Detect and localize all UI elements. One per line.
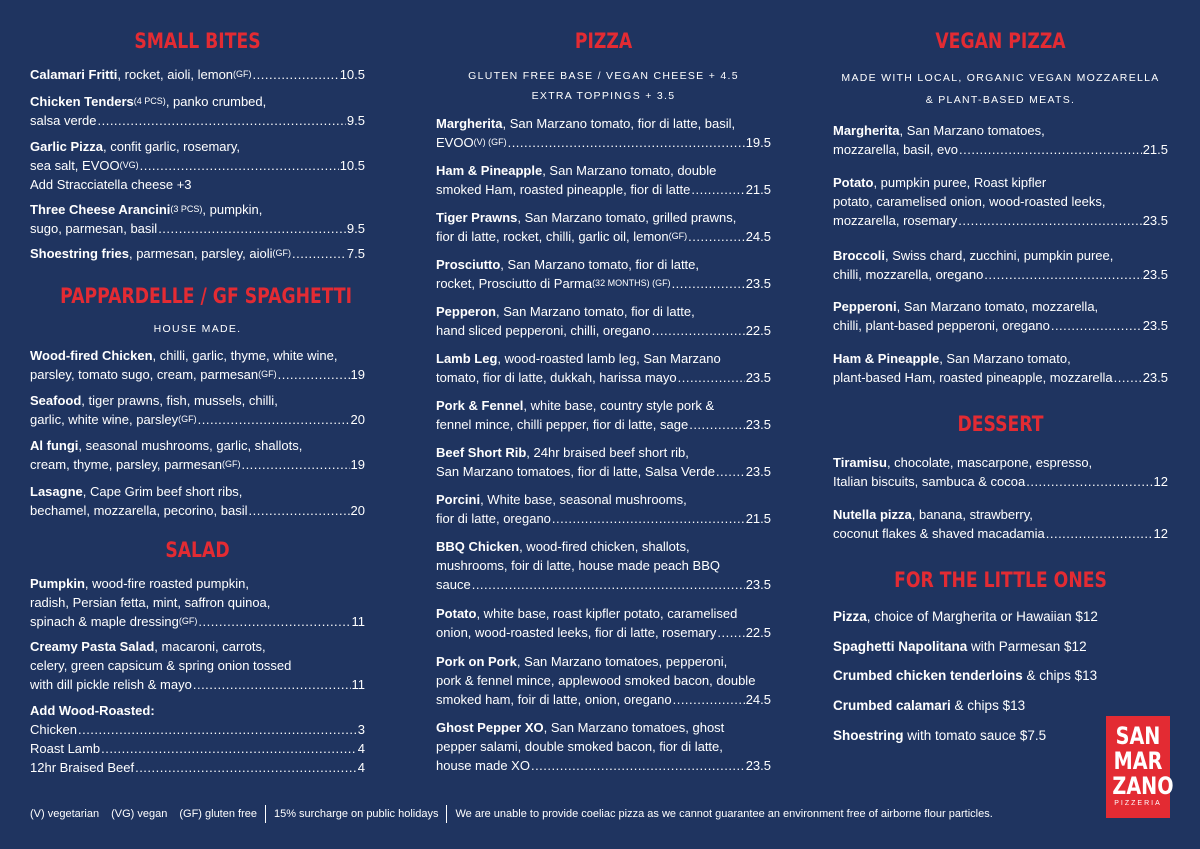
add-item-chicken: Chicken ..... 3 <box>30 720 365 739</box>
menu-item-tiramisu: Tiramisu , chocolate, mascarpone, espresso, Italian biscuits, sambuca & cocoa ..... 12 <box>833 453 1168 491</box>
menu-item-vegan-pepperoni: Pepperoni , San Marzano tomato, mozzarella, chilli, plant-based pepperoni, oregano ..... 23.5 <box>833 297 1168 335</box>
menu-item-al-fungi: Al fungi , seasonal mushrooms, garlic, shallots, cream, thyme, parsley, parmesan (GF) ..... 19 <box>30 436 365 474</box>
menu-item-beef-short-rib: Beef Short Rib , 24hr braised beef short rib, San Marzano tomatoes, fior di latte, Salsa Verde ..... 23.5 <box>436 443 771 481</box>
section-title-dessert: DESSERT <box>957 412 1044 436</box>
add-wood-roasted <box>30 701 365 777</box>
add-wood-roasted-title: Add Wood-Roasted: <box>30 703 155 718</box>
kids-item-calamari: Crumbed calamari & chips $13 <box>833 698 1026 713</box>
menu-item-wood-fired-chicken: Wood-fired Chicken , chilli, garlic, thyme, white wine, parsley, tomato sugo, cream, parmesan (GF) ..... 19 <box>30 346 365 384</box>
menu-item-seafood: Seafood , tiger prawns, fish, mussels, chilli, garlic, white wine, parsley (GF) ..... 20 <box>30 391 365 429</box>
menu-item-lasagne: Lasagne , Cape Grim beef short ribs, bechamel, mozzarella, pecorino, basil ..... 20 <box>30 482 365 520</box>
footer-coeliac-notice: We are unable to provide coeliac pizza as we cannot guarantee an environment free of airborne flour particles. <box>455 808 993 820</box>
menu-item-ham-pineapple: Ham & Pineapple , San Marzano tomato, double smoked Ham, roasted pineapple, fior di latte ..... 21.5 <box>436 161 771 199</box>
menu-item-vegan-margherita: Margherita , San Marzano tomatoes, mozzarella, basil, evo ..... 21.5 <box>833 121 1168 159</box>
menu-item-vegan-broccoli: Broccoli , Swiss chard, zucchini, pumpkin puree, chilli, mozzarella, oregano ..... 23.5 <box>833 246 1168 284</box>
section-title-pasta: PAPPARDELLE / GF SPAGHETTI <box>60 284 353 308</box>
kids-item-shoestring: Shoestring with tomato sauce $7.5 <box>833 728 1047 743</box>
kids-item-pizza: Pizza, choice of Margherita or Hawaiian $12 <box>833 609 1098 624</box>
legend-vegan: (VG) vegan <box>111 808 168 820</box>
legend-gluten-free: (GF) gluten free <box>179 808 257 820</box>
menu-item-nutella-pizza: Nutella pizza , banana, strawberry, coconut flakes & shaved macadamia ..... 12 <box>833 505 1168 543</box>
menu-item-margherita: Margherita , San Marzano tomato, fior di latte, basil, EVOO (V) (GF) ..... 19.5 <box>436 114 771 152</box>
san-marzano-logo: SAN MAR ZANO PIZZERIA <box>1106 716 1170 818</box>
footer-divider <box>446 805 447 823</box>
menu-item-pumpkin-salad: Pumpkin , wood-fire roasted pumpkin, radish, Persian fetta, mint, saffron quinoa, spinach & maple dressing (GF) ..... 11 <box>30 574 365 631</box>
menu-item-potato: Potato , white base, roast kipfler potato, caramelised onion, wood-roasted leeks, fior di latte, rosemary ..... 22.5 <box>436 604 771 642</box>
menu-item-vegan-potato: Potato , pumpkin puree, Roast kipfler potato, caramelised onion, wood-roasted leeks, mozzarella, rosemary ..... 23.5 <box>833 173 1168 230</box>
pizza-subtitle-extra-toppings: EXTRA TOPPINGS + 3.5 <box>531 90 676 102</box>
footer-legend <box>30 804 993 824</box>
vegan-subtitle-line1: MADE WITH LOCAL, ORGANIC VEGAN MOZZARELLA <box>841 72 1160 84</box>
menu-item-vegan-ham-pineapple: Ham & Pineapple , San Marzano tomato, plant-based Ham, roasted pineapple, mozzarella ..... 23.5 <box>833 349 1168 387</box>
kids-item-chicken-tenderloins: Crumbed chicken tenderloins & chips $13 <box>833 668 1098 683</box>
menu-item-garlic-pizza: Garlic Pizza , confit garlic, rosemary, sea salt, EVOO (VG) ..... 10.5 Add Stracciatella cheese +3 <box>30 137 365 194</box>
menu-item-chicken-tenders: Chicken Tenders (4 PCS) , panko crumbed, salsa verde ..... 9.5 <box>30 92 365 130</box>
menu-item-shoestring-fries: Shoestring fries , parmesan, parsley, aioli (GF) ..... 7.5 <box>30 244 365 263</box>
add-item-braised-beef: 12hr Braised Beef ..... 4 <box>30 758 365 777</box>
menu-item-calamari: Calamari Fritti , rocket, aioli, lemon (GF) ..... 10.5 <box>30 65 365 84</box>
menu-item-pepperon: Pepperon , San Marzano tomato, fior di latte, hand sliced pepperoni, chilli, oregano ..... 22.5 <box>436 302 771 340</box>
section-title-pizza: PIZZA <box>574 29 633 53</box>
section-title-vegan-pizza: VEGAN PIZZA <box>935 29 1066 53</box>
section-subtitle-pasta: HOUSE MADE. <box>153 323 242 335</box>
pizza-subtitle-gluten-free: GLUTEN FREE BASE / VEGAN CHEESE + 4.5 <box>468 70 739 82</box>
footer-divider <box>265 805 266 823</box>
section-title-small-bites: SMALL BITES <box>134 29 261 53</box>
legend-vegetarian: (V) vegetarian <box>30 808 100 820</box>
vegan-subtitle-line2: & PLANT-BASED MEATS. <box>925 94 1076 106</box>
section-title-little-ones: FOR THE LITTLE ONES <box>894 568 1107 592</box>
menu-item-prosciutto: Prosciutto , San Marzano tomato, fior di latte, rocket, Prosciutto di Parma (32 MONTHS) (GF) ..... 23.5 <box>436 255 771 293</box>
menu-item-arancini: Three Cheese Arancini (3 PCS) , pumpkin, sugo, parmesan, basil ..... 9.5 <box>30 200 365 238</box>
add-item-roast-lamb: Roast Lamb ..... 4 <box>30 739 365 758</box>
menu-item-tiger-prawns: Tiger Prawns , San Marzano tomato, grilled prawns, fior di latte, rocket, chilli, garlic oil, lemon (GF) ..... 24.5 <box>436 208 771 246</box>
menu-item-bbq-chicken: BBQ Chicken , wood-fired chicken, shallots, mushrooms, foir di latte, house made peach BBQ sauce ..... 23.5 <box>436 537 771 594</box>
menu-item-pork-on-pork: Pork on Pork , San Marzano tomatoes, pepperoni, pork & fennel mince, applewood smoked bacon, double smoked ham, foir di latte, onion, oregano ..... 24.5 <box>436 652 771 709</box>
menu-item-lamb-leg: Lamb Leg , wood-roasted lamb leg, San Marzano tomato, fior di latte, dukkah, harissa mayo ..... 23.5 <box>436 349 771 387</box>
footer-surcharge: 15% surcharge on public holidays <box>273 808 439 820</box>
menu-item-porcini: Porcini , White base, seasonal mushrooms, fior di latte, oregano ..... 21.5 <box>436 490 771 528</box>
section-title-salad: SALAD <box>165 538 230 562</box>
menu-item-ghost-pepper-xo: Ghost Pepper XO , San Marzano tomatoes, ghost pepper salami, double smoked bacon, fior di latte, house made XO ..... 23.5 <box>436 718 771 775</box>
menu-item-creamy-pasta-salad: Creamy Pasta Salad , macaroni, carrots, celery, green capsicum & spring onion tossed with dill pickle relish & mayo ..... 11 <box>30 637 365 694</box>
kids-item-spaghetti: Spaghetti Napolitana with Parmesan $12 <box>833 639 1087 654</box>
menu-item-pork-fennel: Pork & Fennel , white base, country style pork & fennel mince, chilli pepper, fior di latte, sage ..... 23.5 <box>436 396 771 434</box>
